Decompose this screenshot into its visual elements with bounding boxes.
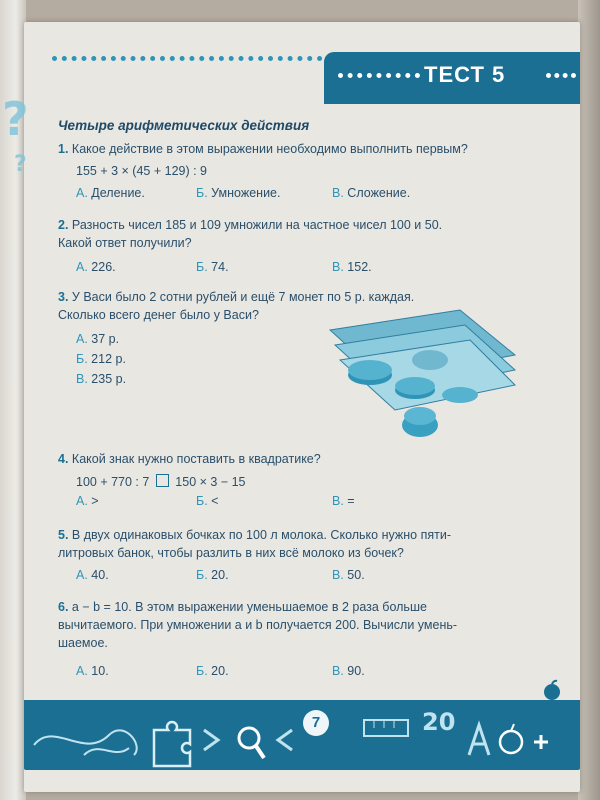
question-1-expression: 155 + 3 × (45 + 129) : 9: [76, 164, 207, 178]
question-number: 4.: [58, 452, 69, 466]
answer-text: 212 р.: [91, 352, 126, 366]
answer-option[interactable]: [76, 372, 126, 386]
expression-right: 150 × 3 − 15: [175, 475, 246, 489]
plus-icon: [534, 735, 548, 749]
expression-left: 100 + 770 : 7: [76, 475, 150, 489]
answer-letter: А.: [76, 664, 88, 678]
answer-text: Деление.: [91, 186, 145, 200]
footer-decorations: [24, 700, 580, 770]
answer-text: 74.: [211, 260, 229, 274]
question-text-line1: У Васи было 2 сотни рублей и ещё 7 монет по 5 р. каждая.: [71, 290, 415, 304]
question-2: [58, 216, 558, 252]
question-text: Какое действие в этом выражении необходимо выполнить первым?: [71, 142, 468, 156]
answer-letter: В.: [76, 372, 88, 386]
question-text-line1: a − b = 10. В этом выражении уменьшаемое в 2 раза больше: [71, 600, 427, 614]
question-text-line2: литровых банок, чтобы разлить в них всё молоко из бочек?: [58, 546, 404, 560]
answer-letter: В.: [332, 494, 344, 508]
letter-a-icon: [469, 725, 489, 755]
answer-text: =: [347, 494, 355, 508]
question-1: [58, 140, 558, 158]
test-header-tab: [324, 52, 580, 104]
answer-option[interactable]: [76, 186, 145, 200]
answer-option[interactable]: [196, 664, 229, 678]
answer-text: Сложение.: [347, 186, 411, 200]
answer-text: 235 р.: [91, 372, 127, 386]
question-text-line1: Разность чисел 185 и 109 умножили на частное чисел 100 и 50.: [71, 218, 443, 232]
answer-letter: Б.: [196, 568, 208, 582]
question-6: [58, 598, 558, 652]
question-mark-decoration-small: ?: [14, 152, 27, 177]
answer-box[interactable]: [156, 474, 169, 487]
answer-text: 226.: [91, 260, 116, 274]
answer-text: 20.: [211, 568, 229, 582]
header-tab-dots-right: [546, 73, 576, 78]
header-tab-dots-left: [338, 73, 420, 78]
answer-text: 152.: [347, 260, 372, 274]
answer-letter: А.: [76, 494, 88, 508]
swirl-icon: [34, 730, 137, 755]
less-than-icon: [278, 730, 292, 750]
answer-option[interactable]: [332, 494, 355, 508]
question-text-line3: шаемое.: [58, 636, 108, 650]
question-text-line2: Сколько всего денег было у Васи?: [58, 308, 259, 322]
question-5: [58, 526, 558, 562]
answer-option[interactable]: [76, 260, 116, 274]
answer-letter: В.: [332, 260, 344, 274]
answer-text: 90.: [347, 664, 365, 678]
answer-letter: Б.: [196, 494, 208, 508]
magnifier-icon: [239, 728, 264, 758]
answer-option[interactable]: [76, 332, 119, 346]
answer-text: 50.: [347, 568, 365, 582]
answer-text: 10.: [91, 664, 109, 678]
answer-letter: А.: [76, 568, 88, 582]
footer-number-decoration: 20: [422, 708, 456, 736]
question-number: 6.: [58, 600, 69, 614]
answer-option[interactable]: [332, 260, 372, 274]
ruler-icon: [364, 720, 408, 736]
question-text-line2: Какой ответ получили?: [58, 236, 192, 250]
answer-letter: Б.: [196, 186, 208, 200]
question-number: 3.: [58, 290, 69, 304]
answer-option[interactable]: [76, 664, 109, 678]
question-number: 2.: [58, 218, 69, 232]
puzzle-piece-icon: [154, 722, 190, 766]
answer-letter: Б.: [76, 352, 88, 366]
answer-option[interactable]: [76, 494, 99, 508]
answer-letter: Б.: [196, 664, 208, 678]
greater-than-icon: [204, 730, 218, 750]
question-4: [58, 450, 558, 468]
answer-option[interactable]: [332, 664, 365, 678]
answer-letter: А.: [76, 260, 88, 274]
answer-option[interactable]: [332, 186, 410, 200]
answer-letter: А.: [76, 186, 88, 200]
question-text-line1: В двух одинаковых бочках по 100 л молока. Сколько нужно пяти-: [71, 528, 451, 542]
answer-text: 20.: [211, 664, 229, 678]
question-mark-decoration: ?: [2, 92, 29, 146]
answer-text: 37 р.: [91, 332, 120, 346]
answer-text: Умножение.: [211, 186, 281, 200]
answer-letter: А.: [76, 332, 88, 346]
apple-small-icon: [540, 678, 564, 702]
answer-option[interactable]: [196, 494, 218, 508]
answer-option[interactable]: [196, 186, 280, 200]
question-number: 1.: [58, 142, 69, 156]
question-4-expression: [76, 474, 246, 489]
answer-text: >: [91, 494, 99, 508]
question-number: 5.: [58, 528, 69, 542]
test-title: ТЕСТ 5: [424, 62, 506, 87]
answer-option[interactable]: [76, 568, 109, 582]
answer-option[interactable]: [332, 568, 365, 582]
answer-letter: В.: [332, 186, 344, 200]
answer-option[interactable]: [196, 568, 229, 582]
background-edge: [578, 0, 600, 800]
answer-letter: В.: [332, 664, 344, 678]
answer-letter: Б.: [196, 260, 208, 274]
answer-option[interactable]: [76, 352, 126, 366]
page-number: 7: [303, 710, 329, 736]
question-text: Какой знак нужно поставить в квадратике?: [71, 452, 321, 466]
money-illustration: [310, 300, 525, 450]
answer-text: 40.: [91, 568, 109, 582]
answer-text: <: [211, 494, 219, 508]
header-dotted-line: [52, 56, 342, 61]
apple-icon: [500, 724, 522, 753]
section-title: Четыре арифметических действия: [58, 118, 310, 133]
question-text-line2: вычитаемого. При умножении a и b получается 200. Вычисли умень-: [58, 618, 458, 632]
answer-option[interactable]: [196, 260, 229, 274]
answer-letter: В.: [332, 568, 344, 582]
